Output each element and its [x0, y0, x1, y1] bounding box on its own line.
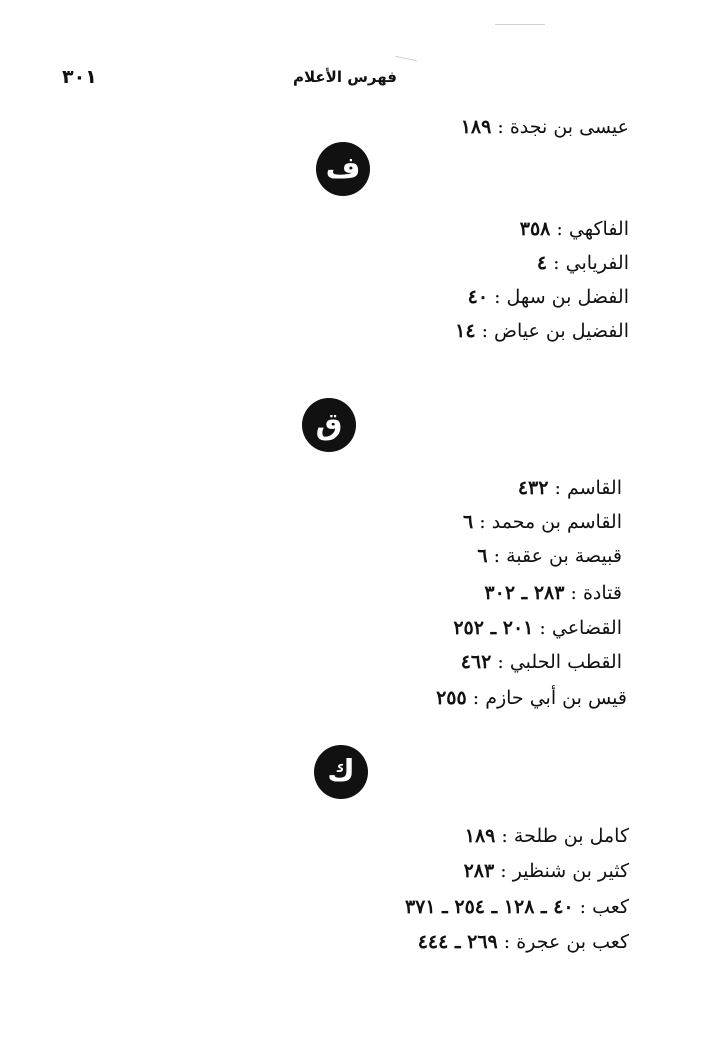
- entry-pages: ٦: [477, 545, 488, 567]
- index-entry: قيس بن أبي حازم : ٢٥٥: [436, 687, 627, 709]
- entry-name: كعب: [592, 896, 629, 918]
- index-entry: كامل بن طلحة : ١٨٩: [464, 825, 629, 847]
- index-entry: كثير بن شنظير : ٢٨٣: [463, 860, 629, 882]
- index-entry: القاسم بن محمد : ٦: [463, 511, 622, 533]
- index-entry: القاسم : ٤٣٢: [517, 477, 622, 499]
- index-entry: القطب الحلبي : ٤٦٢: [460, 651, 622, 673]
- entry-name: عيسى بن نجدة: [509, 116, 629, 138]
- entry-name: كعب بن عجرة: [516, 931, 629, 953]
- entry-pages: ٢٥٥: [436, 687, 467, 709]
- entry-name: القضاعي: [551, 617, 622, 639]
- entry-name: القاسم: [566, 477, 622, 499]
- entry-pages: ١٤: [455, 320, 476, 342]
- scan-artifact-line: [495, 24, 545, 25]
- entry-pages: ٣٥٨: [519, 218, 551, 240]
- entry-name: كثير بن شنظير: [512, 860, 629, 882]
- index-entry: قبيصة بن عقبة : ٦: [477, 545, 622, 567]
- entry-pages: ٤٠ ـ ١٢٨ ـ ٢٥٤ ـ ٣٧١: [404, 896, 574, 918]
- entry-name: قيس بن أبي حازم: [485, 687, 627, 709]
- entry-pages: ٤٣٢: [517, 477, 549, 499]
- entry-name: الفضيل بن عياض: [494, 320, 629, 342]
- index-entry: الفضل بن سهل : ٤٠: [467, 286, 629, 308]
- index-entry: عيسى بن نجدة : ١٨٩: [460, 116, 629, 138]
- entry-pages: ٦: [463, 511, 474, 533]
- entry-name: الفضل بن سهل: [506, 286, 629, 308]
- page-title: فهرس الأعلام: [293, 68, 397, 86]
- entry-name: القطب الحلبي: [509, 651, 622, 673]
- entry-name: قتادة: [582, 582, 622, 604]
- entry-name: القاسم بن محمد: [491, 511, 622, 533]
- entry-pages: ٢٦٩ ـ ٤٤٤: [417, 931, 498, 953]
- letter-badge-qaf: ق: [302, 398, 356, 452]
- index-entry: القضاعي : ٢٠١ ـ ٢٥٢: [453, 617, 622, 639]
- letter-badge-fa: ف: [316, 142, 370, 196]
- index-entry: كعب بن عجرة : ٢٦٩ ـ ٤٤٤: [417, 931, 629, 953]
- entry-pages: ٤٦٢: [460, 651, 492, 673]
- entry-pages: ٢٨٣: [463, 860, 495, 882]
- entry-name: كامل بن طلحة: [513, 825, 629, 847]
- entry-pages: ٢٨٣ ـ ٣٠٢: [484, 582, 565, 604]
- index-entry: كعب : ٤٠ ـ ١٢٨ ـ ٢٥٤ ـ ٣٧١: [404, 896, 629, 918]
- scan-artifact-line: [395, 56, 417, 62]
- entry-pages: ١٨٩: [460, 116, 492, 138]
- letter-badge-kaf: ك: [314, 745, 368, 799]
- entry-pages: ١٨٩: [464, 825, 496, 847]
- entry-name: الفريابي: [565, 252, 629, 274]
- index-entry: الفضيل بن عياض : ١٤: [455, 320, 629, 342]
- index-entry: الفريابي : ٤: [536, 252, 629, 274]
- entry-name: قبيصة بن عقبة: [506, 545, 622, 567]
- entry-pages: ٢٠١ ـ ٢٥٢: [453, 617, 534, 639]
- entry-name: الفاكهي: [568, 218, 629, 240]
- index-entry: الفاكهي : ٣٥٨: [519, 218, 629, 240]
- entry-pages: ٤٠: [467, 286, 489, 308]
- page-number: ٣٠١: [62, 66, 97, 88]
- index-entry: قتادة : ٢٨٣ ـ ٣٠٢: [484, 582, 622, 604]
- entry-pages: ٤: [536, 252, 548, 274]
